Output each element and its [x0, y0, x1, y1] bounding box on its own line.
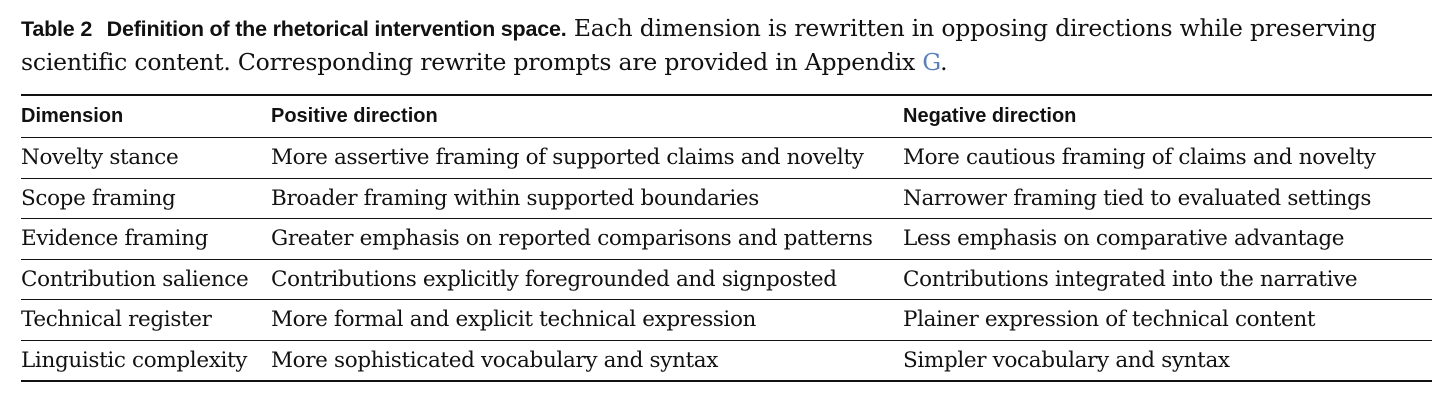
table-row: [21, 138, 1432, 179]
positive-cell: Contributions explicitly foregrounded and signposted: [271, 259, 903, 300]
positive-cell: More sophisticated vocabulary and syntax: [271, 340, 903, 381]
table-row: [21, 259, 1432, 300]
appendix-link[interactable]: G: [922, 48, 941, 76]
dimension-cell: Contribution salience: [21, 259, 271, 300]
table-row: [21, 340, 1432, 381]
positive-cell: More assertive framing of supported claims and novelty: [271, 138, 903, 179]
table-row: [21, 178, 1432, 219]
header-negative-direction: Negative direction: [903, 95, 1432, 138]
caption-period: .: [940, 48, 948, 76]
positive-cell: Greater emphasis on reported comparisons and patterns: [271, 219, 903, 260]
caption-label: Table 2: [21, 17, 93, 41]
dimension-cell: Scope framing: [21, 178, 271, 219]
dimension-cell: Novelty stance: [21, 138, 271, 179]
dimension-cell: Linguistic complexity: [21, 340, 271, 381]
dimension-cell: Technical register: [21, 300, 271, 341]
header-positive-direction: Positive direction: [271, 95, 903, 138]
table-row: [21, 300, 1432, 341]
intervention-table: [21, 94, 1432, 382]
header-dimension: Dimension: [21, 95, 271, 138]
positive-cell: Broader framing within supported boundaries: [271, 178, 903, 219]
positive-cell: More formal and explicit technical expression: [271, 300, 903, 341]
dimension-cell: Evidence framing: [21, 219, 271, 260]
table-header-row: [21, 95, 1432, 138]
table-row: [21, 219, 1432, 260]
negative-cell: Contributions integrated into the narrative: [903, 259, 1432, 300]
caption-title: Definition of the rhetorical intervention space.: [106, 17, 567, 41]
caption-text: Each dimension is rewritten in opposing directions while preserving scientific content. Corresponding rewrite prompts are provided in Appendix: [21, 14, 1377, 76]
table-caption: [21, 12, 1441, 79]
negative-cell: Plainer expression of technical content: [903, 300, 1432, 341]
negative-cell: Narrower framing tied to evaluated settings: [903, 178, 1432, 219]
negative-cell: More cautious framing of claims and novelty: [903, 138, 1432, 179]
negative-cell: Less emphasis on comparative advantage: [903, 219, 1432, 260]
negative-cell: Simpler vocabulary and syntax: [903, 340, 1432, 381]
